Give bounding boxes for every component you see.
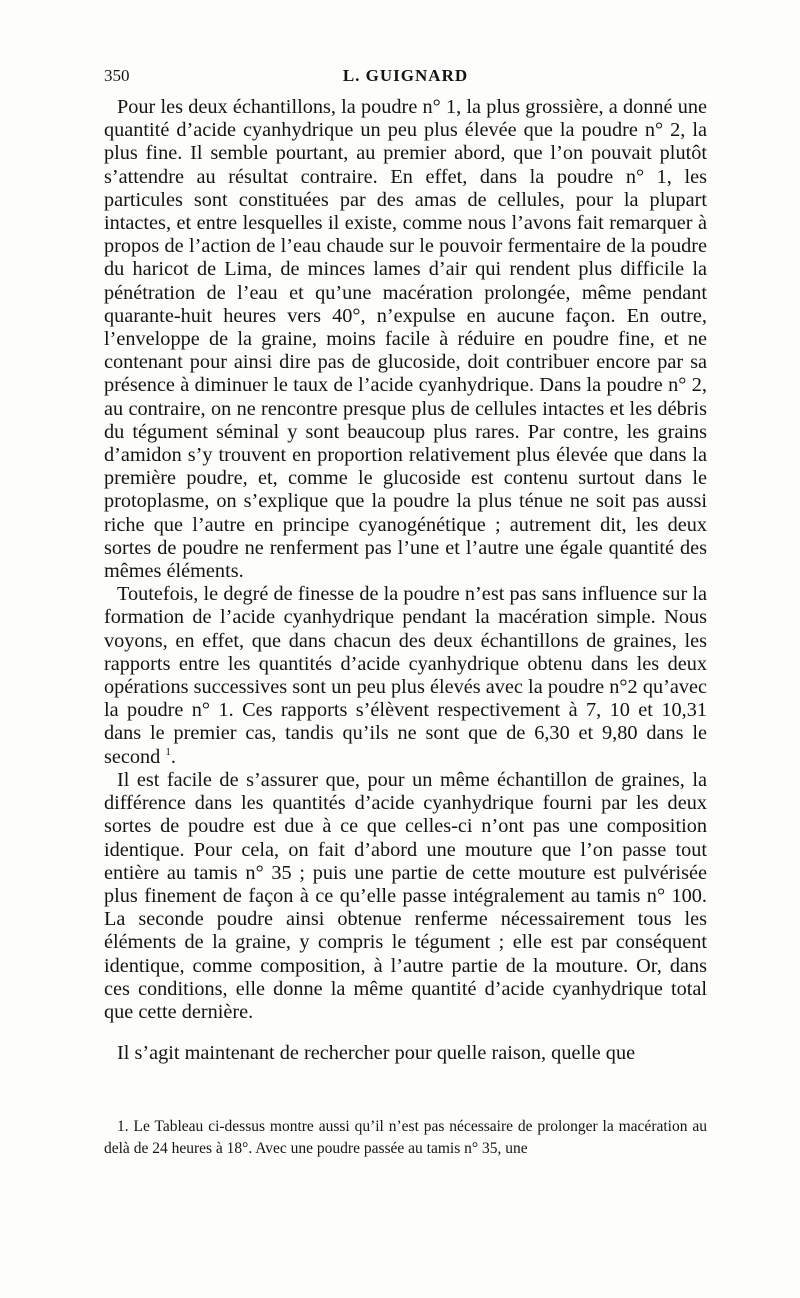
footnote: 1. Le Tableau ci-dessus montre aussi qu’il n’est pas nécessaire de prolonger la macération au delà de 24 heures à 18°. Avec une poudre passée au tamis n° 35, une (104, 1117, 707, 1157)
paragraph-2 (104, 583, 707, 769)
page-header (104, 66, 707, 92)
footnote-reference-suffix: . (170, 745, 176, 768)
paragraph-1: Pour les deux échantillons, la poudre n° 1, la plus grossière, a donné une quantité d’acide cyanhydrique un peu plus élevée que la poudre n° 2, la plus fine. Il semble pourtant, au premier abord, que l’on pouvait plutôt s’attendre au résultat contraire. En effet, dans la poudre n° 1, les particules sont constituées par des amas de cellules, pour la plupart intactes, et entre lesquelles il existe, comme nous l’avons fait remarquer à propos de l’action de l’eau chaude sur le pouvoir fermentaire de la poudre du haricot de Lima, de minces lames d’air qui rendent plus difficile la pénétration de l’eau et qu’une macération prolongée, même pendant quarante-huit heures vers 40°, n’expulse en aucune façon. En outre, l’enveloppe de la graine, moins facile à réduire en poudre fine, et ne contenant pour ainsi dire pas de glucoside, doit contribuer encore par sa présence à diminuer le taux de l’acide cyanhydrique. Dans la poudre n° 2, au contraire, on ne rencontre presque plus de cellules intactes et les débris du tégument séminal y sont beaucoup plus rares. Par contre, les grains d’amidon s’y trouvent en proportion relativement plus élevée que dans la première poudre, et, comme le glucoside est contenu surtout dans le protoplasme, on s’explique que la poudre la plus ténue ne soit pas aussi riche que l’autre en principe cyanogénétique ; autrement dit, les deux sortes de poudre ne renferment pas l’une et l’autre une égale quantité des mêmes éléments. (104, 96, 707, 583)
paragraph-3: Il est facile de s’assurer que, pour un même échantillon de graines, la différence dans les quantités d’acide cyanhydrique fourni par les deux sortes de poudre est due à ce que celles-ci n’ont pas une composition identique. Pour cela, on fait d’abord une mouture que l’on passe tout entière au tamis n° 35 ; puis une partie de cette mouture est pulvérisée plus finement de façon à ce qu’elle passe intégralement au tamis n° 100. La seconde poudre ainsi obtenue renferme nécessairement tous les éléments de la graine, y compris le tégument ; elle est par conséquent identique, comme composition, à l’autre partie de la mouture. Or, dans ces conditions, elle donne la même quantité d’acide cyanhydrique total que cette dernière. (104, 768, 707, 1023)
paragraph-4: Il s’agit maintenant de rechercher pour quelle raison, quelle que (117, 1042, 636, 1065)
footnote-reference: 1 (165, 745, 171, 758)
body-text (104, 96, 707, 1065)
paragraph-2-text: Toutefois, le degré de finesse de la poudre n’est pas sans influence sur la formation de l’acide cyanhydrique pendant la macération simple. Nous voyons, en effet, que dans chacun des deux échantillons de graines, les rapports entre les quantités d’acide cyanhydrique obtenu dans les deux opérations successives sont un peu plus élevés avec la poudre n°2 qu’avec la poudre n° 1. Ces rapports s’élèvent respectivement à 7, 10 et 10,31 dans le premier cas, tandis qu’ils ne sont que de 6,30 et 9,80 dans le second (104, 583, 707, 768)
running-head: L. GUIGNARD (342, 66, 469, 85)
page-number: 350 (104, 66, 130, 85)
